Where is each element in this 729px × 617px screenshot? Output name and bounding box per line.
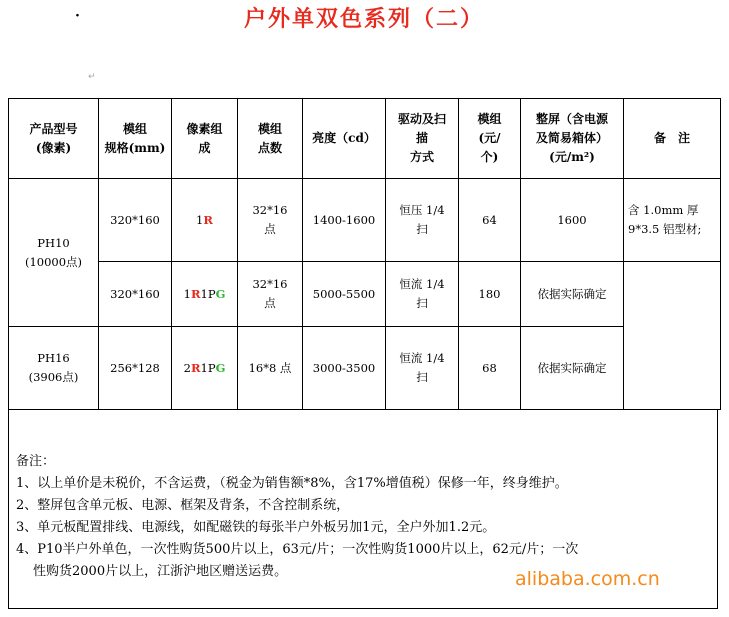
paragraph-mark: ↵ bbox=[88, 72, 96, 82]
note-item: 性购货2000片以上，江浙沪地区赠送运费。 bbox=[33, 564, 288, 579]
cell-size: 256*128 bbox=[99, 327, 172, 410]
cell-size: 320*160 bbox=[99, 262, 172, 327]
table-row bbox=[9, 262, 721, 327]
notes-heading: 备注： bbox=[16, 454, 56, 469]
cell-module-price: 180 bbox=[459, 262, 521, 327]
alibaba-watermark: alibaba.com.cn bbox=[515, 568, 660, 590]
header-module-price: 模组 (元/ 个) bbox=[459, 99, 521, 179]
header-note: 备 注 bbox=[624, 99, 721, 179]
cell-screen-price: 1600 bbox=[521, 179, 624, 262]
cell-screen-price: 依据实际确定 bbox=[521, 262, 624, 327]
header-model: 产品型号 (像素) bbox=[9, 99, 99, 179]
note-item: 1、以上单价是未税价，不含运费，（税金为销售额*8%，含17%增值税）保修一年，终身维护。 bbox=[16, 476, 568, 491]
notes-list bbox=[16, 451, 578, 583]
cell-size: 320*160 bbox=[99, 179, 172, 262]
cell-drive: 恒压 1/4 扫 bbox=[386, 179, 459, 262]
table-row bbox=[9, 179, 721, 262]
header-screen-price: 整屏（含电源 及简易箱体） (元/m²) bbox=[521, 99, 624, 179]
cell-dots: 16*8 点 bbox=[238, 327, 303, 410]
header-brightness: 亮度（cd） bbox=[303, 99, 386, 179]
cell-model: PH10 (10000点) bbox=[9, 179, 99, 327]
bullet-dot: · bbox=[75, 8, 80, 24]
header-dots: 模组 点数 bbox=[238, 99, 303, 179]
cell-note-empty bbox=[624, 262, 721, 410]
page-title: 户外单双色系列（二） bbox=[243, 7, 484, 32]
cell-brightness: 3000-3500 bbox=[303, 327, 386, 410]
note-item: 3、单元板配置排线、电源线，如配磁铁的每张半户外板另加1元，全户外加1.2元。 bbox=[16, 520, 496, 535]
spec-table bbox=[8, 98, 721, 410]
header-size: 模组 规格(mm) bbox=[99, 99, 172, 179]
note-item: 2、整屏包含单元板、电源、框架及背条，不含控制系统， bbox=[16, 498, 350, 513]
cell-dots: 32*16 点 bbox=[238, 262, 303, 327]
header-drive: 驱动及扫 描 方式 bbox=[386, 99, 459, 179]
header-pixel: 像素组 成 bbox=[172, 99, 238, 179]
table-header-row bbox=[9, 99, 721, 179]
table-row bbox=[9, 327, 721, 410]
cell-brightness: 5000-5500 bbox=[303, 262, 386, 327]
cell-module-price: 64 bbox=[459, 179, 521, 262]
cell-brightness: 1400-1600 bbox=[303, 179, 386, 262]
cell-screen-price: 依据实际确定 bbox=[521, 327, 624, 410]
cell-module-price: 68 bbox=[459, 327, 521, 410]
cell-drive: 恒流 1/4 扫 bbox=[386, 327, 459, 410]
cell-note: 含 1.0mm 厚 9*3.5 铝型材; bbox=[624, 179, 721, 262]
cell-drive: 恒流 1/4 扫 bbox=[386, 262, 459, 327]
note-item: 4、P10半户外单色，一次性购货500片以上，63元/片；一次性购货1000片以上，62元/片；一次 bbox=[16, 542, 579, 557]
cell-pixel: 1R bbox=[172, 179, 238, 262]
cell-model: PH16 (3906点) bbox=[9, 327, 99, 410]
cell-pixel: 1R1PG bbox=[172, 262, 238, 327]
cell-pixel: 2R1PG bbox=[172, 327, 238, 410]
cell-dots: 32*16 点 bbox=[238, 179, 303, 262]
